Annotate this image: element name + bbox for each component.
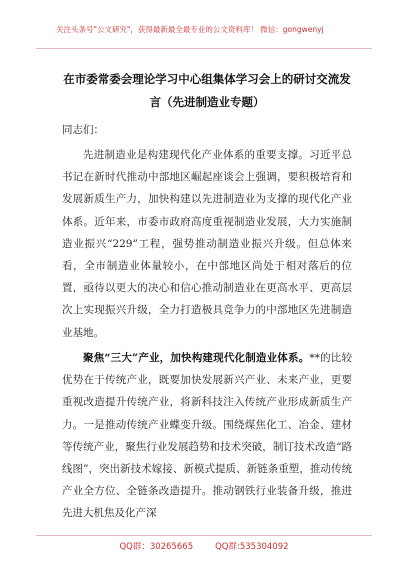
paragraph-2-body: **的比较优势在于传统产业，既要加快发展新兴产业、未来产业，更要重视改造提升传统产业，将新科技注入传统产业形成新质生产力。一是推动传统产业蝶变升级。围绕煤焦化工、冶金、建材等传统产业，聚焦行业发展趋势和技术突破，制订技术改造“路线图”，突出新技术嫁接、新模式提质、新链条重塑，推动传统产业全方位、全链条改造提升。推动钢铁行业装备升级，推进先进大机焦及化产深 <box>62 352 352 520</box>
body-paragraph-1: 先进制造业是构建现代化产业体系的重要支撑。习近平总书记在新时代推动中部地区崛起座谈会上强调，要积极培育和发展新质生产力，加快构建以先进制造业为支撑的现代化产业体系。近年来，市委市政府高度重视制造业发展，大力实施制造业振兴“229”工程，强势推动制造业振兴升级。但总体来看，全市制造业体量较小，在中部地区尚处于相对落后的位置，亟待以更大的决心和信心推动制造业在更高水平、更高层次上实现振兴升级，全力打造极具竞争力的中部地区先进制造业基地。 <box>62 149 352 339</box>
paragraph-2-lead-heading: 聚焦“三大”产业，加快构建现代化制造业体系。 <box>83 352 310 364</box>
document-title: 在市委常委会理论学习中心组集体学习会上的研讨交流发言（先进制造业专题） <box>63 72 351 109</box>
header-promo-text: 关注头条号"公文研究"，获得最新最全最专业的公文资料库！ 微信：gongwenyj <box>56 25 324 34</box>
footer-divider <box>36 535 372 536</box>
body-paragraph-2 <box>62 347 352 525</box>
header-divider <box>36 48 372 49</box>
footer-qq-group-2: QQ群:535304092 <box>215 542 289 552</box>
footer <box>0 540 408 552</box>
salutation: 同志们： <box>62 124 104 136</box>
footer-qq-group-1: QQ群：30265665 <box>119 542 194 552</box>
